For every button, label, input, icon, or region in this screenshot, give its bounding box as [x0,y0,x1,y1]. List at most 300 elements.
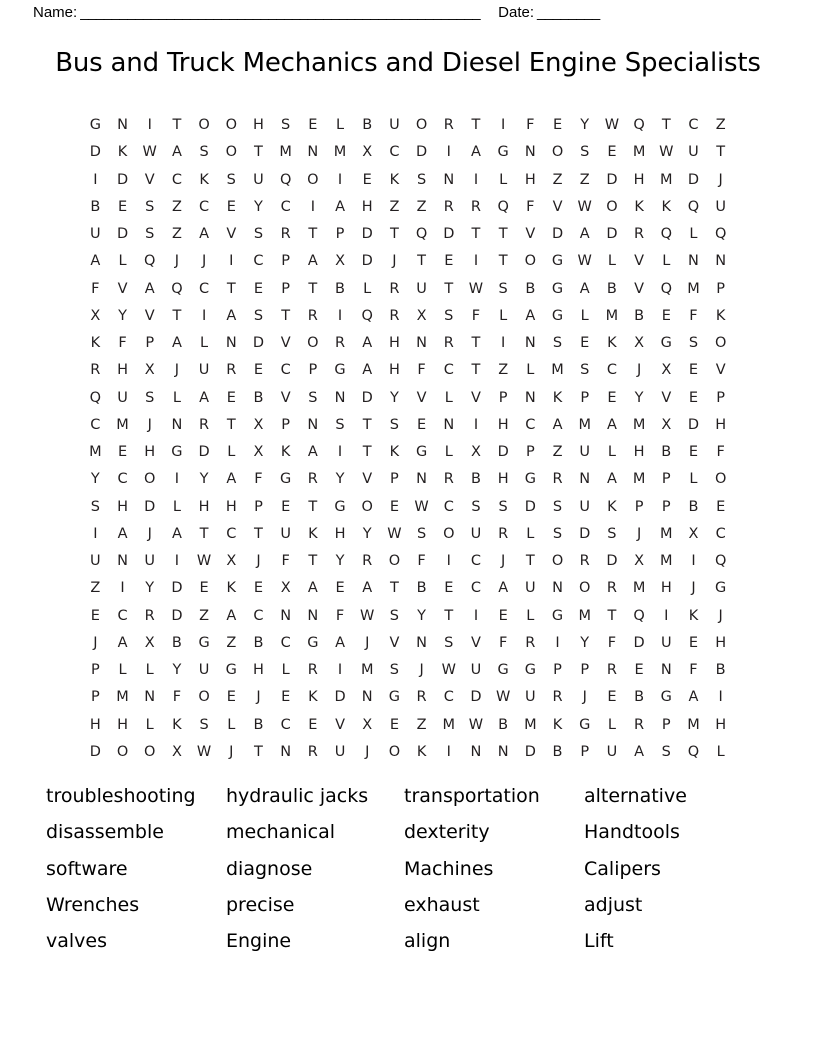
word-list-item[interactable]: Lift [584,930,614,953]
grid-cell[interactable]: C [443,689,454,706]
grid-cell[interactable]: R [579,553,590,569]
word-list-item[interactable]: Machines [404,857,494,880]
grid-cell[interactable]: T [471,335,481,351]
grid-cell[interactable]: E [688,634,699,651]
grid-cell[interactable]: V [634,280,645,297]
grid-cell[interactable]: I [446,743,451,760]
grid-cell[interactable]: K [280,444,291,460]
grid-cell[interactable]: Y [145,580,155,597]
grid-cell[interactable]: B [253,716,264,733]
grid-cell[interactable]: O [714,335,727,351]
grid-cell[interactable]: E [417,416,427,433]
grid-cell[interactable]: P [580,389,590,406]
grid-cell[interactable]: M [687,716,700,733]
word-list-item[interactable]: adjust [584,893,643,916]
grid-cell[interactable]: S [416,171,427,188]
grid-cell[interactable]: T [362,416,372,433]
grid-cell[interactable]: E [661,307,671,324]
grid-cell[interactable]: J [229,743,234,760]
grid-cell[interactable]: Z [171,226,182,242]
grid-cell[interactable]: D [687,416,700,433]
grid-cell[interactable]: G [551,280,564,297]
grid-cell[interactable]: W [468,716,484,733]
grid-cell[interactable]: I [120,580,125,597]
word-list-item[interactable]: transportation [404,785,540,807]
grid-cell[interactable]: E [117,444,128,460]
grid-cell[interactable]: I [718,689,723,706]
grid-cell[interactable]: T [444,607,454,624]
grid-cell[interactable]: K [117,144,128,161]
grid-cell[interactable]: M [89,444,102,460]
grid-cell[interactable]: R [470,198,481,215]
grid-cell[interactable]: C [715,525,726,542]
grid-cell[interactable]: A [362,362,373,379]
grid-cell[interactable]: G [307,634,319,651]
grid-cell[interactable]: X [144,634,155,651]
grid-cell[interactable]: G [89,117,101,133]
grid-cell[interactable]: M [632,580,646,597]
grid-cell[interactable]: R [443,198,454,215]
grid-cell[interactable]: M [632,144,646,161]
grid-cell[interactable]: G [497,662,509,678]
grid-cell[interactable]: Y [172,662,182,678]
grid-cell[interactable]: Q [144,253,156,270]
grid-cell[interactable]: O [144,471,156,488]
grid-cell[interactable]: S [145,226,155,242]
grid-cell[interactable]: B [498,716,509,733]
grid-cell[interactable]: N [660,662,672,678]
grid-cell[interactable]: A [606,416,617,433]
grid-cell[interactable]: P [580,662,590,678]
grid-cell[interactable]: L [172,498,181,515]
grid-cell[interactable]: M [551,362,564,379]
grid-cell[interactable]: T [308,498,318,515]
grid-cell[interactable]: N [497,743,509,760]
grid-cell[interactable]: Y [118,307,127,324]
grid-cell[interactable]: E [117,198,128,215]
grid-cell[interactable]: H [633,171,645,188]
grid-cell[interactable]: M [524,716,537,733]
grid-cell[interactable]: Z [226,634,237,651]
grid-cell[interactable]: G [280,471,292,488]
grid-cell[interactable]: S [199,144,209,161]
grid-cell[interactable]: Y [335,471,345,488]
grid-cell[interactable]: T [498,226,508,242]
grid-cell[interactable]: R [525,634,536,651]
grid-cell[interactable]: K [90,335,101,351]
grid-cell[interactable]: G [660,335,672,351]
grid-cell[interactable]: U [198,362,210,379]
grid-cell[interactable]: Z [715,117,726,133]
grid-cell[interactable]: S [471,498,481,515]
grid-cell[interactable]: W [659,144,674,161]
grid-cell[interactable]: C [253,607,264,624]
grid-cell[interactable]: W [414,498,429,515]
grid-cell[interactable]: M [687,280,700,297]
word-list-item[interactable]: Wrenches [46,893,140,916]
grid-cell[interactable]: X [144,362,155,379]
grid-cell[interactable]: O [307,171,319,188]
grid-cell[interactable]: P [281,253,291,270]
grid-cell[interactable]: N [416,634,428,651]
grid-cell[interactable]: M [442,716,456,733]
grid-cell[interactable]: T [308,280,318,297]
grid-cell[interactable]: G [551,253,564,270]
grid-cell[interactable]: Q [633,117,645,133]
grid-cell[interactable]: V [335,716,345,733]
grid-cell[interactable]: U [470,525,482,542]
grid-cell[interactable]: K [688,607,699,624]
grid-cell[interactable]: T [716,144,726,161]
grid-cell[interactable]: J [392,253,397,270]
grid-cell[interactable]: L [118,253,127,270]
grid-cell[interactable]: R [199,416,210,433]
grid-cell[interactable]: P [145,335,155,351]
grid-cell[interactable]: X [634,335,645,351]
grid-cell[interactable]: E [308,117,318,133]
grid-cell[interactable]: P [498,389,508,406]
grid-cell[interactable]: A [226,471,237,488]
grid-cell[interactable]: O [225,117,237,133]
grid-cell[interactable]: J [256,553,261,569]
grid-cell[interactable]: S [199,716,209,733]
grid-cell[interactable]: G [225,662,237,678]
grid-cell[interactable]: D [633,634,645,651]
grid-cell[interactable]: U [660,634,672,651]
grid-cell[interactable]: U [198,662,210,678]
grid-cell[interactable]: O [307,335,319,351]
grid-cell[interactable]: I [473,253,479,270]
grid-cell[interactable]: G [388,689,401,706]
grid-cell[interactable]: U [144,553,156,569]
grid-cell[interactable]: F [689,307,698,324]
grid-cell[interactable]: N [470,743,482,760]
grid-cell[interactable]: J [419,662,424,678]
grid-cell[interactable]: I [201,307,207,324]
grid-cell[interactable]: B [362,117,373,133]
grid-cell[interactable]: F [335,607,345,624]
grid-cell[interactable]: N [225,335,237,351]
grid-cell[interactable]: P [716,280,726,297]
grid-cell[interactable]: S [688,335,699,351]
grid-cell[interactable]: Y [199,471,209,488]
grid-cell[interactable]: E [716,498,726,515]
grid-cell[interactable]: J [93,634,98,651]
word-list-item[interactable]: troubleshooting [46,785,196,807]
grid-cell[interactable]: I [446,144,451,161]
word-list-item[interactable]: Engine [226,930,292,953]
grid-cell[interactable]: S [253,307,264,324]
grid-cell[interactable]: A [362,580,373,597]
grid-cell[interactable]: P [335,226,345,242]
grid-cell[interactable]: E [444,253,454,270]
grid-cell[interactable]: O [415,117,428,133]
grid-cell[interactable]: O [551,144,564,161]
grid-cell[interactable]: N [280,743,292,760]
grid-cell[interactable]: T [471,362,481,379]
grid-cell[interactable]: Z [498,362,509,379]
grid-cell[interactable]: V [117,280,128,297]
grid-cell[interactable]: F [172,689,182,706]
grid-cell[interactable]: L [689,226,698,242]
grid-cell[interactable]: T [471,226,481,242]
grid-cell[interactable]: V [280,389,291,406]
grid-cell[interactable]: S [90,498,100,515]
grid-cell[interactable]: N [307,144,319,161]
grid-cell[interactable]: U [280,525,291,542]
grid-cell[interactable]: Q [714,226,727,242]
grid-cell[interactable]: E [281,689,291,706]
grid-cell[interactable]: C [117,607,128,624]
word-list-item[interactable]: align [404,930,451,953]
grid-cell[interactable]: H [117,498,128,515]
grid-cell[interactable]: Y [389,389,399,406]
grid-cell[interactable]: D [497,444,509,460]
grid-cell[interactable]: E [226,198,236,215]
grid-cell[interactable]: R [90,362,101,379]
grid-cell[interactable]: U [253,171,264,188]
grid-cell[interactable]: B [552,743,563,760]
grid-cell[interactable]: C [280,362,291,379]
grid-cell[interactable]: E [281,498,291,515]
word-list-item[interactable]: Calipers [584,857,661,880]
grid-cell[interactable]: U [606,743,618,760]
grid-cell[interactable]: X [280,580,291,597]
grid-cell[interactable]: B [171,634,182,651]
grid-cell[interactable]: G [579,716,591,733]
grid-cell[interactable]: L [335,117,345,133]
grid-cell[interactable]: R [552,689,563,706]
grid-cell[interactable]: T [226,416,236,433]
grid-cell[interactable]: C [470,553,482,569]
grid-cell[interactable]: L [526,525,535,542]
grid-cell[interactable]: C [226,525,237,542]
grid-cell[interactable]: K [172,716,182,733]
grid-cell[interactable]: A [171,144,182,161]
grid-cell[interactable]: X [253,416,264,433]
grid-cell[interactable]: T [661,117,671,133]
grid-cell[interactable]: K [308,689,318,706]
grid-cell[interactable]: L [526,607,535,624]
grid-cell[interactable]: H [253,662,264,678]
grid-cell[interactable]: G [715,580,727,597]
grid-cell[interactable]: R [144,607,155,624]
grid-cell[interactable]: R [416,689,427,706]
grid-cell[interactable]: M [660,525,673,542]
grid-cell[interactable]: H [253,117,264,133]
grid-cell[interactable]: F [498,634,508,651]
grid-cell[interactable]: S [552,335,563,351]
grid-cell[interactable]: M [578,416,591,433]
grid-cell[interactable]: A [688,689,699,706]
grid-cell[interactable]: H [117,716,128,733]
grid-cell[interactable]: R [307,662,318,678]
grid-cell[interactable]: L [145,662,154,678]
grid-cell[interactable]: K [715,307,726,324]
grid-cell[interactable]: R [307,307,318,324]
grid-cell[interactable]: B [253,389,264,406]
grid-cell[interactable]: D [443,226,455,242]
grid-cell[interactable]: A [362,335,373,351]
grid-cell[interactable]: C [606,362,617,379]
grid-cell[interactable]: C [525,416,536,433]
grid-cell[interactable]: R [226,362,237,379]
grid-cell[interactable]: S [145,389,155,406]
grid-cell[interactable]: J [201,253,207,270]
grid-cell[interactable]: S [145,198,155,215]
grid-cell[interactable]: F [607,634,617,651]
grid-cell[interactable]: X [362,716,373,733]
grid-cell[interactable]: R [443,117,454,133]
grid-cell[interactable]: L [444,389,453,406]
grid-cell[interactable]: M [116,416,129,433]
grid-cell[interactable]: J [636,525,642,542]
grid-cell[interactable]: S [661,743,671,760]
grid-cell[interactable]: I [337,307,343,324]
grid-cell[interactable]: E [607,144,617,161]
grid-cell[interactable]: S [580,362,590,379]
grid-cell[interactable]: I [473,607,479,624]
grid-cell[interactable]: M [333,144,347,161]
grid-cell[interactable]: G [171,444,183,460]
grid-cell[interactable]: O [388,553,401,569]
grid-cell[interactable]: G [524,471,536,488]
grid-cell[interactable]: L [172,389,181,406]
grid-cell[interactable]: Z [90,580,101,597]
grid-cell[interactable]: Y [254,198,263,215]
grid-cell[interactable]: Q [660,226,672,242]
grid-cell[interactable]: Q [714,553,727,569]
grid-cell[interactable]: F [281,553,290,569]
grid-cell[interactable]: F [91,280,100,297]
grid-cell[interactable]: Z [199,607,210,624]
grid-cell[interactable]: F [254,471,263,488]
grid-cell[interactable]: P [716,389,726,406]
grid-cell[interactable]: G [334,498,346,515]
grid-cell[interactable]: A [117,525,128,542]
grid-cell[interactable]: N [552,580,563,597]
grid-cell[interactable]: H [497,416,509,433]
grid-cell[interactable]: E [253,280,264,297]
grid-cell[interactable]: Q [361,307,373,324]
grid-cell[interactable]: J [718,171,723,188]
grid-cell[interactable]: M [578,607,591,624]
grid-cell[interactable]: E [444,580,454,597]
grid-cell[interactable]: I [664,607,669,624]
word-list-item[interactable]: valves [46,930,107,953]
grid-cell[interactable]: H [225,498,237,515]
grid-cell[interactable]: A [90,253,101,270]
grid-cell[interactable]: F [716,444,725,460]
grid-cell[interactable]: T [417,253,427,270]
grid-cell[interactable]: E [389,498,399,515]
word-list-item[interactable]: dexterity [404,821,490,844]
grid-cell[interactable]: B [90,198,101,215]
grid-cell[interactable]: A [335,198,345,215]
grid-cell[interactable]: X [634,553,645,569]
grid-cell[interactable]: F [526,117,535,133]
grid-cell[interactable]: K [389,444,400,460]
grid-cell[interactable]: V [661,389,672,406]
grid-cell[interactable]: J [256,689,261,706]
grid-cell[interactable]: S [444,307,454,324]
grid-cell[interactable]: N [307,607,319,624]
grid-cell[interactable]: T [172,307,182,324]
grid-cell[interactable]: E [607,689,617,706]
grid-cell[interactable]: P [390,471,399,488]
grid-cell[interactable]: W [577,198,592,215]
grid-cell[interactable]: T [281,307,291,324]
grid-cell[interactable]: C [199,280,210,297]
grid-cell[interactable]: B [634,307,645,324]
grid-cell[interactable]: T [308,226,318,242]
grid-cell[interactable]: N [443,171,455,188]
grid-cell[interactable]: U [389,117,400,133]
date-blank-line[interactable]: ________ [537,4,600,21]
grid-cell[interactable]: E [226,389,236,406]
grid-cell[interactable]: B [525,280,536,297]
grid-cell[interactable]: T [444,280,454,297]
grid-cell[interactable]: J [174,362,180,379]
grid-cell[interactable]: E [335,580,345,597]
grid-cell[interactable]: A [144,280,155,297]
grid-cell[interactable]: L [227,444,236,460]
grid-cell[interactable]: V [389,634,400,651]
grid-cell[interactable]: D [687,171,700,188]
grid-cell[interactable]: A [552,416,563,433]
grid-cell[interactable]: F [118,335,127,351]
grid-cell[interactable]: A [226,607,237,624]
grid-cell[interactable]: Q [171,280,183,297]
grid-cell[interactable]: K [552,716,563,733]
grid-cell[interactable]: V [280,335,291,351]
grid-cell[interactable]: M [116,689,129,706]
grid-cell[interactable]: N [715,253,727,270]
grid-cell[interactable]: K [199,171,209,188]
grid-cell[interactable]: A [226,307,237,324]
grid-cell[interactable]: A [171,335,182,351]
grid-cell[interactable]: R [552,471,563,488]
grid-cell[interactable]: H [715,416,727,433]
grid-cell[interactable]: T [362,444,372,460]
grid-cell[interactable]: Q [660,280,672,297]
grid-cell[interactable]: R [634,716,645,733]
grid-cell[interactable]: P [525,444,535,460]
grid-cell[interactable]: T [199,525,209,542]
grid-cell[interactable]: B [253,634,264,651]
grid-cell[interactable]: I [501,335,506,351]
grid-cell[interactable]: A [117,634,128,651]
grid-cell[interactable]: Y [580,117,590,133]
grid-cell[interactable]: U [579,444,591,460]
grid-cell[interactable]: Y [335,553,345,569]
grid-cell[interactable]: J [365,743,370,760]
grid-cell[interactable]: D [116,171,129,188]
grid-cell[interactable]: W [441,662,456,678]
grid-cell[interactable]: E [634,662,644,678]
grid-cell[interactable]: B [416,580,427,597]
grid-cell[interactable]: S [580,144,590,161]
grid-cell[interactable]: C [688,117,699,133]
word-list-item[interactable]: Handtools [584,821,680,844]
word-list-item[interactable]: alternative [584,785,687,807]
grid-cell[interactable]: A [307,580,318,597]
grid-cell[interactable]: A [498,580,509,597]
grid-cell[interactable]: R [606,662,617,678]
grid-cell[interactable]: E [389,716,399,733]
grid-cell[interactable]: Y [580,634,590,651]
grid-cell[interactable]: X [253,444,264,460]
